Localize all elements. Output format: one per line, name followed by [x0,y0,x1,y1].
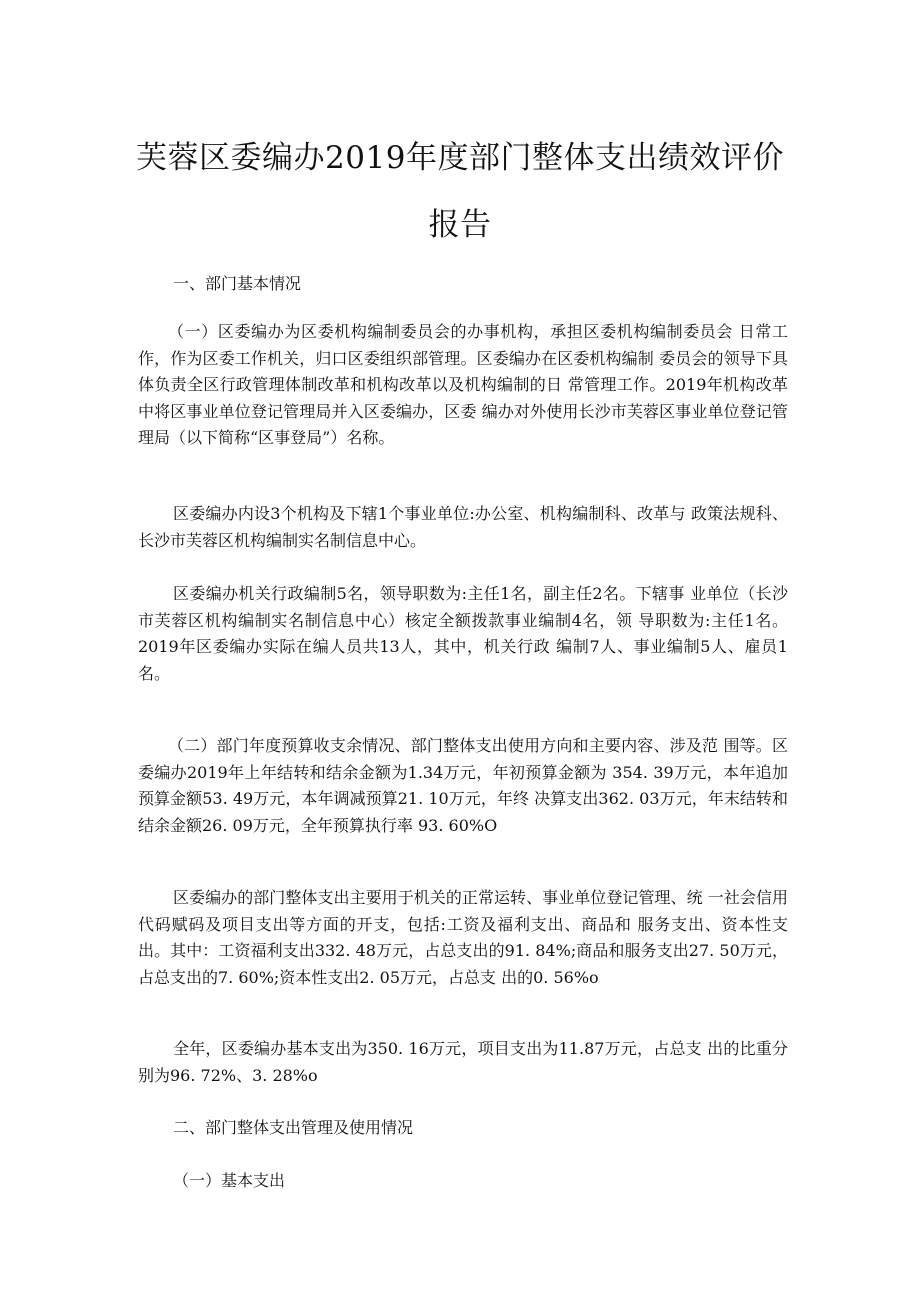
paragraph-2: 区委编办内设3个机构及下辖1个事业单位:办公室、机构编制科、改革与 政策法规科、长沙市芙蓉区机构编制实名制信息中心。 [138,504,788,550]
subsection1-heading: （一）基本支出 [173,1171,286,1190]
paragraph-4: （二）部门年度预算收支余情况、部门整体支出使用方向和主要内容、涉及范 围等。区委编办2019年上年结转和结余金额为1.34万元，年初预算金额为 354. 39万元，本年追加预算金额53. 49万元，本年调减预算21. 10万元，年终 决算支出362. 03万元，年末结转和结余金额26. 09万元，全年预算执行率 93. 60%O [138,736,788,835]
section1-heading: 一、部门基本情况 [173,274,302,293]
paragraph-3: 区委编办机关行政编制5名，领导职数为:主任1名，副主任2名。下辖事 业单位（长沙市芙蓉区机构编制实名制信息中心）核定全额拨款事业编制4名，领 导职数为:主任1名。2019年区委编办实际在编人员共13人，其中，机关行政 编制7人、事业编制5人、雇员1名。 [138,584,788,683]
paragraph-6: 全年，区委编办基本支出为350. 16万元，项目支出为11.87万元，占总支 出的比重分别为96. 72%、3. 28%o [138,1039,788,1085]
document-title-line2: 报告 [428,207,492,243]
section2-heading: 二、部门整体支出管理及使用情况 [173,1118,414,1137]
document-title-line1: 芙蓉区委编办2019年度部门整体支出绩效评价 [136,140,784,176]
paragraph-5: 区委编办的部门整体支出主要用于机关的正常运转、事业单位登记管理、统 一社会信用代码赋码及项目支出等方面的开支，包括:工资及福利支出、商品和 服务支出、资本性支出。其中：工资福利支出332. 48万元，占总支出的91. 84%;商品和服务支出27. 50万元，占总支出的7. 60%;资本性支出2. 05万元，占总支 出的0. 56%o [138,888,788,987]
paragraph-1: （一）区委编办为区委机构编制委员会的办事机构，承担区委机构编制委员会 日常工作，作为区委工作机关，归口区委组织部管理。区委编办在区委机构编制 委员会的领导下具体负责全区行政管理体制改革和机构改革以及机构编制的日 常管理工作。2019年机构改革中将区事业单位登记管理局并入区委编办，区委 编办对外使用长沙市芙蓉区事业单位登记管理局（以下简称“区事登局”）名称。 [138,322,788,447]
